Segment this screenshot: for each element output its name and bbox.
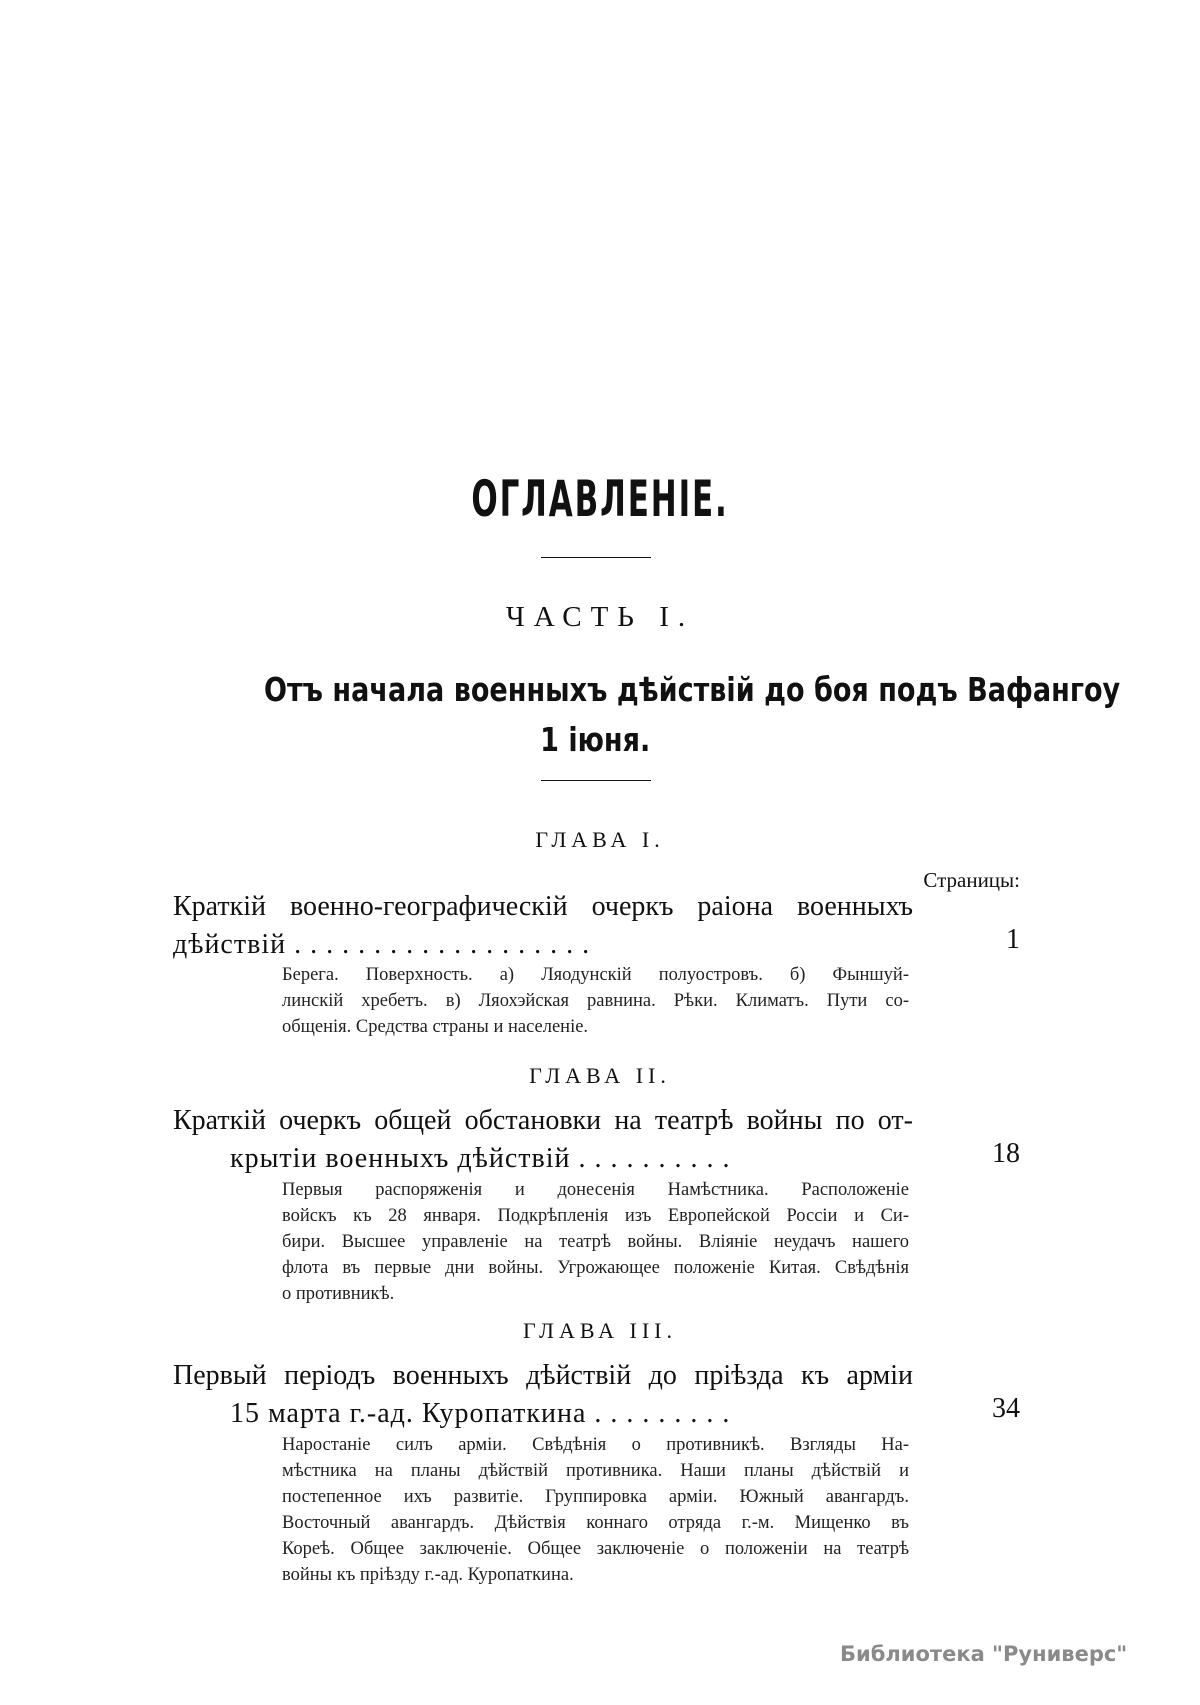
chapter-summary <box>282 1177 909 1307</box>
summary-line: войны къ прiѣзду г.-ад. Куропаткина. <box>282 1565 574 1585</box>
page-title: ОГЛАВЛЕНIЕ. <box>471 470 729 528</box>
chapter-page-number: 1 <box>1006 924 1020 955</box>
chapter-label: ГЛАВА III. <box>522 1318 678 1343</box>
chapter-title-line-2: крытiи военныхъ дѣйствiй . . . . . . . . . . <box>230 1143 731 1174</box>
chapter-title-line-2: дѣйствiй . . . . . . . . . . . . . . . . . . . <box>173 929 591 960</box>
subtitle-line-1: Отъ начала военныхъ дѣйствiй до боя подъ Вафангоу <box>263 670 1121 709</box>
chapter-title <box>173 888 913 964</box>
summary-line: о противникѣ. <box>282 1284 395 1304</box>
subtitle-line-2: 1 iюня. <box>539 720 651 759</box>
summary-line: Наростанiе силъ армiи. Свѣдѣнiя о противникѣ. Взгляды На- <box>282 1435 909 1455</box>
divider-rule <box>541 780 651 781</box>
chapter-title-line-1: Краткiй военно-географическiй очеркъ раiона военныхъ <box>173 891 913 922</box>
chapter-page-number: 34 <box>992 1393 1020 1424</box>
chapter-label: ГЛАВА II. <box>529 1063 671 1088</box>
chapter-label: ГЛАВА I. <box>535 827 665 852</box>
summary-line: постепенное ихъ развитiе. Группировка армiи. Южный авангардъ. <box>282 1487 909 1507</box>
chapter-summary <box>282 962 909 1040</box>
pages-column-label: Страницы: <box>923 868 1020 892</box>
chapter-summary <box>282 1432 909 1588</box>
summary-line: бири. Высшее управленiе на театрѣ войны. Влiянiе неудачъ нашего <box>282 1232 909 1252</box>
chapter-title <box>173 1102 913 1178</box>
summary-line: мѣстника на планы дѣйствiй противника. Наши планы дѣйствiй и <box>282 1461 909 1481</box>
summary-line: линскiй хребетъ. в) Ляохэйская равнина. Рѣки. Климатъ. Пути со- <box>282 991 909 1011</box>
library-watermark: Библиотека "Руниверс" <box>840 1642 1128 1666</box>
divider-rule <box>541 557 651 558</box>
summary-line: флота въ первые дни войны. Угрожающее положенiе Китая. Свѣдѣнiя <box>282 1258 909 1278</box>
part-heading: ЧАСТЬ I. <box>505 601 695 633</box>
summary-line: Кореѣ. Общее заключенiе. Общее заключенiе о положенiи на театрѣ <box>282 1539 909 1559</box>
summary-line: Первыя распоряженiя и донесенiя Намѣстника. Расположенiе <box>282 1180 909 1200</box>
summary-line: общенiя. Средства страны и населенiе. <box>282 1017 589 1037</box>
chapter-title <box>173 1357 913 1433</box>
part-subtitle <box>170 665 1121 765</box>
summary-line: Восточный авангардъ. Дѣйствiя коннаго отряда г.-м. Мищенко въ <box>282 1513 909 1533</box>
chapter-page-number: 18 <box>992 1138 1020 1169</box>
chapter-title-line-1: Краткiй очеркъ общей обстановки на театрѣ войны по от- <box>173 1105 913 1136</box>
summary-line: войскъ къ 28 января. Подкрѣпленiя изъ Европейской Россiи и Си- <box>282 1206 909 1226</box>
chapter-title-line-1: Первый перiодъ военныхъ дѣйствiй до прiѣзда къ армiи <box>173 1360 913 1391</box>
summary-line: Берега. Поверхность. а) Ляодунскiй полуостровъ. б) Фыншуй- <box>282 965 909 985</box>
chapter-title-line-2: 15 марта г.-ад. Куропаткина . . . . . . . . . <box>230 1398 731 1429</box>
